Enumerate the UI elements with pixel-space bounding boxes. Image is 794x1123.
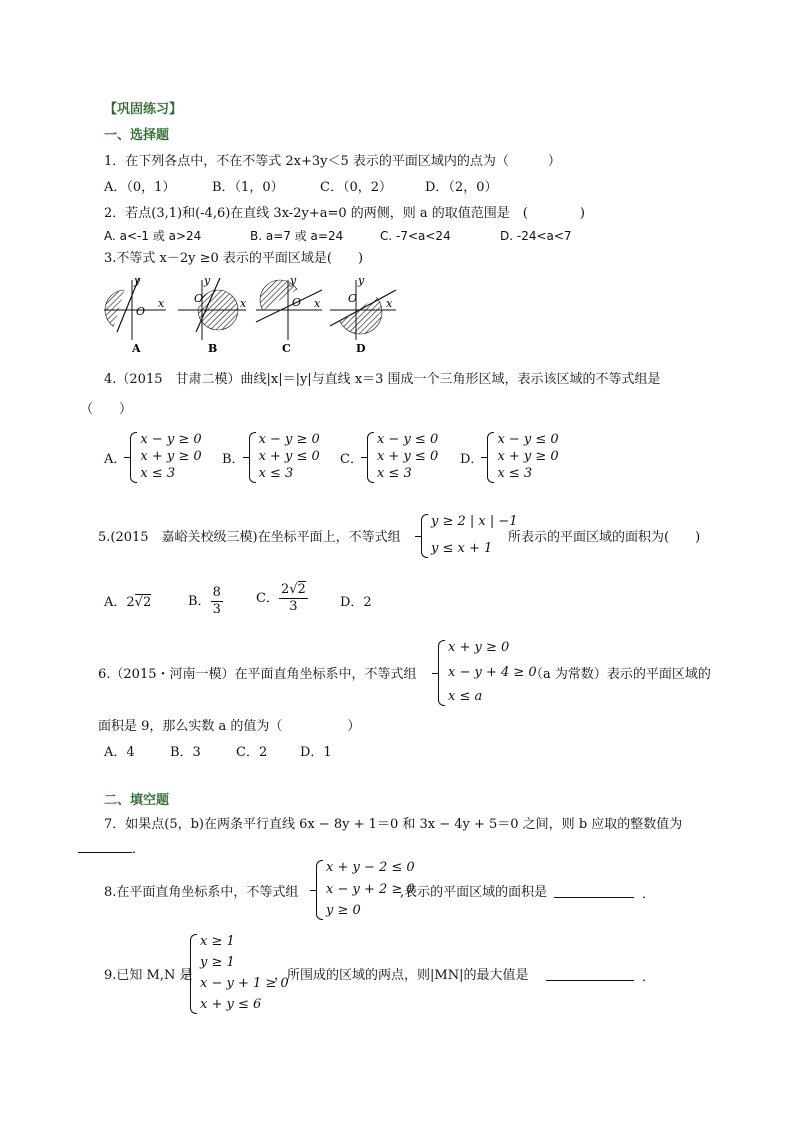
- q3-label-b: B: [208, 342, 218, 355]
- svg-text:y: y: [290, 274, 297, 287]
- q6-line2: 面积是 9，那么实数 a 的值为（ ）: [98, 719, 361, 734]
- svg-text:x: x: [240, 297, 247, 310]
- svg-text:O: O: [348, 292, 358, 305]
- q2-option-b: B. a=7 或 a=24: [250, 229, 344, 243]
- q9-answer-blank[interactable]: [546, 968, 634, 981]
- q5-system: y ≥ 2 | x | −1 y ≤ x + 1: [421, 514, 518, 558]
- q5-stem-post: 所表示的平面区域的面积为( ): [508, 530, 701, 545]
- svg-text:y: y: [204, 274, 211, 287]
- q3-graphs: [100, 270, 400, 360]
- q4-option-a: A． x − y ≥ 0 x + y ≥ 0 x ≤ 3: [104, 432, 202, 481]
- q9-answer: ．: [546, 968, 655, 986]
- q4-paren: （ ）: [80, 402, 133, 417]
- q3-label-c: C: [282, 342, 291, 355]
- q8-answer: ．: [554, 885, 655, 903]
- q3-a-x-label: x: [158, 297, 165, 310]
- q6-stem-pre: 6.（2015・河南一模）在平面直角坐标系中，不等式组: [98, 667, 417, 682]
- q3-graph-b: [178, 274, 247, 355]
- q8-system: x + y − 2 ≤ 0 x − y + 2 ≥ 0 y ≥ 0: [316, 860, 415, 920]
- q9-system: x ≥ 1 y ≥ 1 x − y + 1 ≥ 0 x + y ≤ 6: [190, 934, 289, 1014]
- q4-option-b: B． x − y ≥ 0 x + y ≤ 0 x ≤ 3: [222, 432, 320, 481]
- q9-stem-post: ，所围成的区域的两点，则|MN|的最大值是: [274, 968, 529, 983]
- q3-label-a: A: [132, 342, 141, 355]
- q8-answer-blank[interactable]: [554, 885, 634, 898]
- q3-label-d: D: [356, 342, 366, 355]
- q6-system: x + y ≥ 0 x − y + 4 ≥ 0 x ≤ a: [438, 640, 537, 706]
- q5-option-d: D．2: [340, 595, 372, 610]
- q5-stem-pre: 5.(2015 嘉峪关校级三模)在坐标平面上，不等式组: [98, 530, 401, 545]
- q2-option-d: D. -24<a<7: [500, 229, 572, 243]
- q2-option-a: A. a<-1 或 a>24: [104, 229, 202, 243]
- svg-text:O: O: [136, 305, 146, 318]
- section-fill-title: 二、填空题: [104, 793, 170, 808]
- q4-option-d: D． x − y ≤ 0 x + y ≥ 0 x ≤ 3: [460, 432, 559, 481]
- svg-text:O: O: [292, 296, 302, 309]
- q1-stem: 1．在下列各点中，不在不等式 2x+3y＜5 表示的平面区域内的点为（ ）: [104, 154, 561, 169]
- q4-option-b-label: B．: [222, 451, 245, 467]
- q7-stem: 7．如果点(5，b)在两条平行直线 6x − 8y + 1＝0 和 3x − 4y + 5＝0 之间，则 b 应取的整数值为: [104, 817, 683, 832]
- q3-b-origin: O: [194, 292, 204, 305]
- q2-option-c: C. -7<a<24: [380, 229, 451, 243]
- svg-text:x: x: [386, 297, 393, 310]
- q6-option-a: A．4: [104, 745, 135, 760]
- q8-stem-pre: 8.在平面直角坐标系中，不等式组: [104, 885, 299, 900]
- q9-stem-pre: 9.已知 M,N 是: [104, 968, 193, 983]
- q3-graph-c: [256, 274, 322, 355]
- q1-option-a: A．（0，1）: [104, 180, 176, 195]
- q3-graph-d: [330, 274, 396, 355]
- section-tag: 【巩固练习】: [104, 102, 183, 117]
- q5-option-c: C． $\frac{2√2}{3}$: [256, 582, 306, 615]
- q3-stem: 3.不等式 x－2y ≥0 表示的平面区域是( ): [104, 251, 364, 266]
- section-choice-title: 一、选择题: [104, 128, 170, 143]
- q7-answer-blank[interactable]: [78, 840, 132, 853]
- q6-option-c: C．2: [236, 745, 268, 760]
- q1-option-b: B．（1，0）: [212, 180, 284, 195]
- q1-option-c: C．（0，2）: [320, 180, 392, 195]
- q4-option-a-label: A．: [104, 451, 127, 467]
- q6-option-b: B．3: [170, 745, 201, 760]
- svg-text:y: y: [358, 274, 365, 287]
- q1-option-d: D．（2，0）: [425, 180, 498, 195]
- q2-stem: 2．若点(3,1)和(-4,6)在直线 3x-2y+a=0 的两侧，则 a 的取值范围是 ( ): [104, 206, 585, 221]
- q4-option-d-label: D．: [460, 451, 484, 467]
- q6-option-d: D．1: [300, 745, 332, 760]
- q3-graph-a: [104, 274, 166, 355]
- q4-stem: 4.（2015 甘肃二模）曲线|x|＝|y|与直线 x＝3 围成一个三角形区域，表示该区域的不等式组是: [104, 372, 661, 387]
- q6-stem-post: （a 为常数）表示的平面区域的: [530, 667, 711, 682]
- q4-option-c-label: C．: [340, 451, 363, 467]
- q4-option-c: C． x − y ≤ 0 x + y ≤ 0 x ≤ 3: [340, 432, 439, 481]
- q5-option-b: B． $\frac{8}{3}$: [188, 585, 221, 618]
- q7-answer: ．: [78, 840, 145, 858]
- q8-stem-post: ,表示的平面区域的面积是: [400, 885, 548, 900]
- q3-a-y-label: y: [134, 274, 141, 287]
- q5-option-a: A．2√2: [104, 595, 152, 610]
- svg-text:x: x: [314, 297, 321, 310]
